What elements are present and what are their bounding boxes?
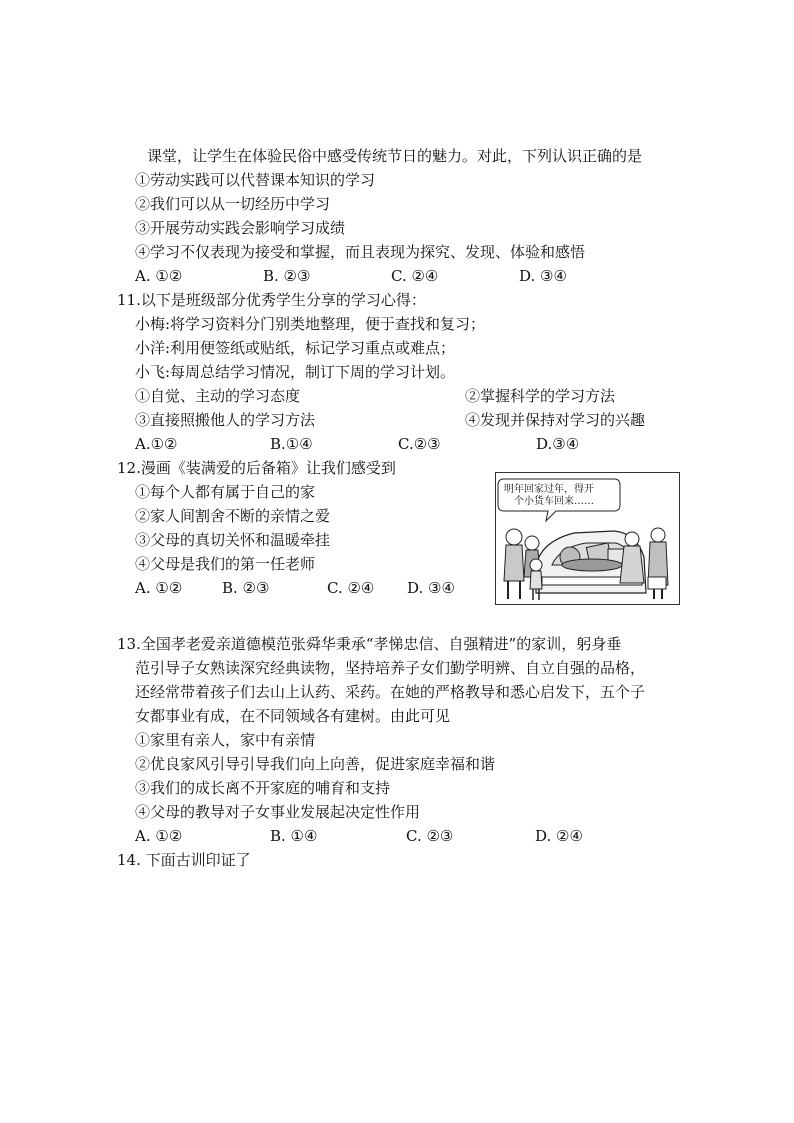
q11-option-c: C.②③ <box>398 435 441 453</box>
q12-option-b: B. ②③ <box>222 579 270 597</box>
q12-stem: 12.漫画《装满爱的后备箱》让我们感受到 <box>117 459 396 477</box>
q13-option-d: D. ②④ <box>535 827 583 845</box>
q11-share-3: 小飞:每周总结学习情况，制订下周的学习计划。 <box>135 363 456 381</box>
q13-option-c: C. ②③ <box>406 827 454 845</box>
q12-item-4: ④父母是我们的第一任老师 <box>135 555 316 573</box>
q13-item-3: ③我们的成长离不开家庭的哺育和支持 <box>135 779 391 797</box>
q11-share-1: 小梅:将学习资料分门别类地整理，便于查找和复习； <box>135 315 486 333</box>
q11-item-4: ④发现并保持对学习的兴趣 <box>465 411 646 429</box>
q10-item-1: ①劳动实践可以代替课本知识的学习 <box>135 171 376 189</box>
q13-stem-line-2: 范引导子女熟读深究经典读物，坚持培养子女们勤学明辨、自立自强的品格， <box>135 659 646 677</box>
q13-stem-line-1: 13.全国孝老爱亲道德模范张舜华秉承“孝悌忠信、自强精进”的家训，躬身垂 <box>117 635 622 653</box>
q10-item-2: ②我们可以从一切经历中学习 <box>135 195 331 213</box>
q12-option-d: D. ③④ <box>407 579 455 597</box>
comic-bubble-line-1: 明年回家过年，得开 <box>504 484 594 495</box>
q12-item-3: ③父母的真切关怀和温暖牵挂 <box>135 531 331 549</box>
q11-option-a: A.①② <box>135 435 178 453</box>
comic-bubble-line-2: 个小货车回来…… <box>514 496 594 507</box>
q10-option-c: C. ②④ <box>391 267 439 285</box>
q12-item-1: ①每个人都有属于自己的家 <box>135 483 316 501</box>
q10-option-d: D. ③④ <box>519 267 567 285</box>
q10-option-a: A. ①② <box>135 267 183 285</box>
q11-option-b: B.①④ <box>270 435 313 453</box>
q11-share-2: 小洋:利用便签纸或贴纸，标记学习重点或难点； <box>135 339 456 357</box>
q11-option-d: D.③④ <box>536 435 580 453</box>
q14-stem: 14. 下面古训印证了 <box>117 851 251 869</box>
q11-item-1: ①自觉、主动的学习态度 <box>135 387 301 405</box>
q13-stem-line-3: 还经常带着孩子们去山上认药、采药。在她的严格教导和悉心启发下，五个子 <box>135 683 646 701</box>
q13-option-a: A. ①② <box>135 827 183 845</box>
q10-item-3: ③开展劳动实践会影响学习成绩 <box>135 219 346 237</box>
q10-item-4: ④学习不仅表现为接受和掌握，而且表现为探究、发现、体验和感悟 <box>135 243 586 261</box>
comic-drawing <box>496 473 679 604</box>
q11-item-2: ②掌握科学的学习方法 <box>465 387 616 405</box>
q13-option-b: B. ①④ <box>270 827 318 845</box>
q12-option-a: A. ①② <box>135 579 183 597</box>
q10-option-b: B. ②③ <box>263 267 311 285</box>
q12-option-c: C. ②④ <box>327 579 375 597</box>
q12-item-2: ②家人间割舍不断的亲情之爱 <box>135 507 331 525</box>
comic-illustration <box>495 472 680 605</box>
q11-stem: 11.以下是班级部分优秀学生分享的学习心得： <box>117 291 426 309</box>
q13-item-1: ①家里有亲人，家中有亲情 <box>135 731 316 749</box>
q10-stem: 课堂，让学生在体验民俗中感受传统节日的魅力。对此，下列认识正确的是 <box>147 147 643 165</box>
q13-stem-line-4: 女都事业有成，在不同领域各有建树。由此可见 <box>135 707 451 725</box>
q11-item-3: ③直接照搬他人的学习方法 <box>135 411 316 429</box>
q13-item-2: ②优良家风引导引导我们向上向善，促进家庭幸福和谐 <box>135 755 496 773</box>
q13-item-4: ④父母的教导对子女事业发展起决定性作用 <box>135 803 421 821</box>
